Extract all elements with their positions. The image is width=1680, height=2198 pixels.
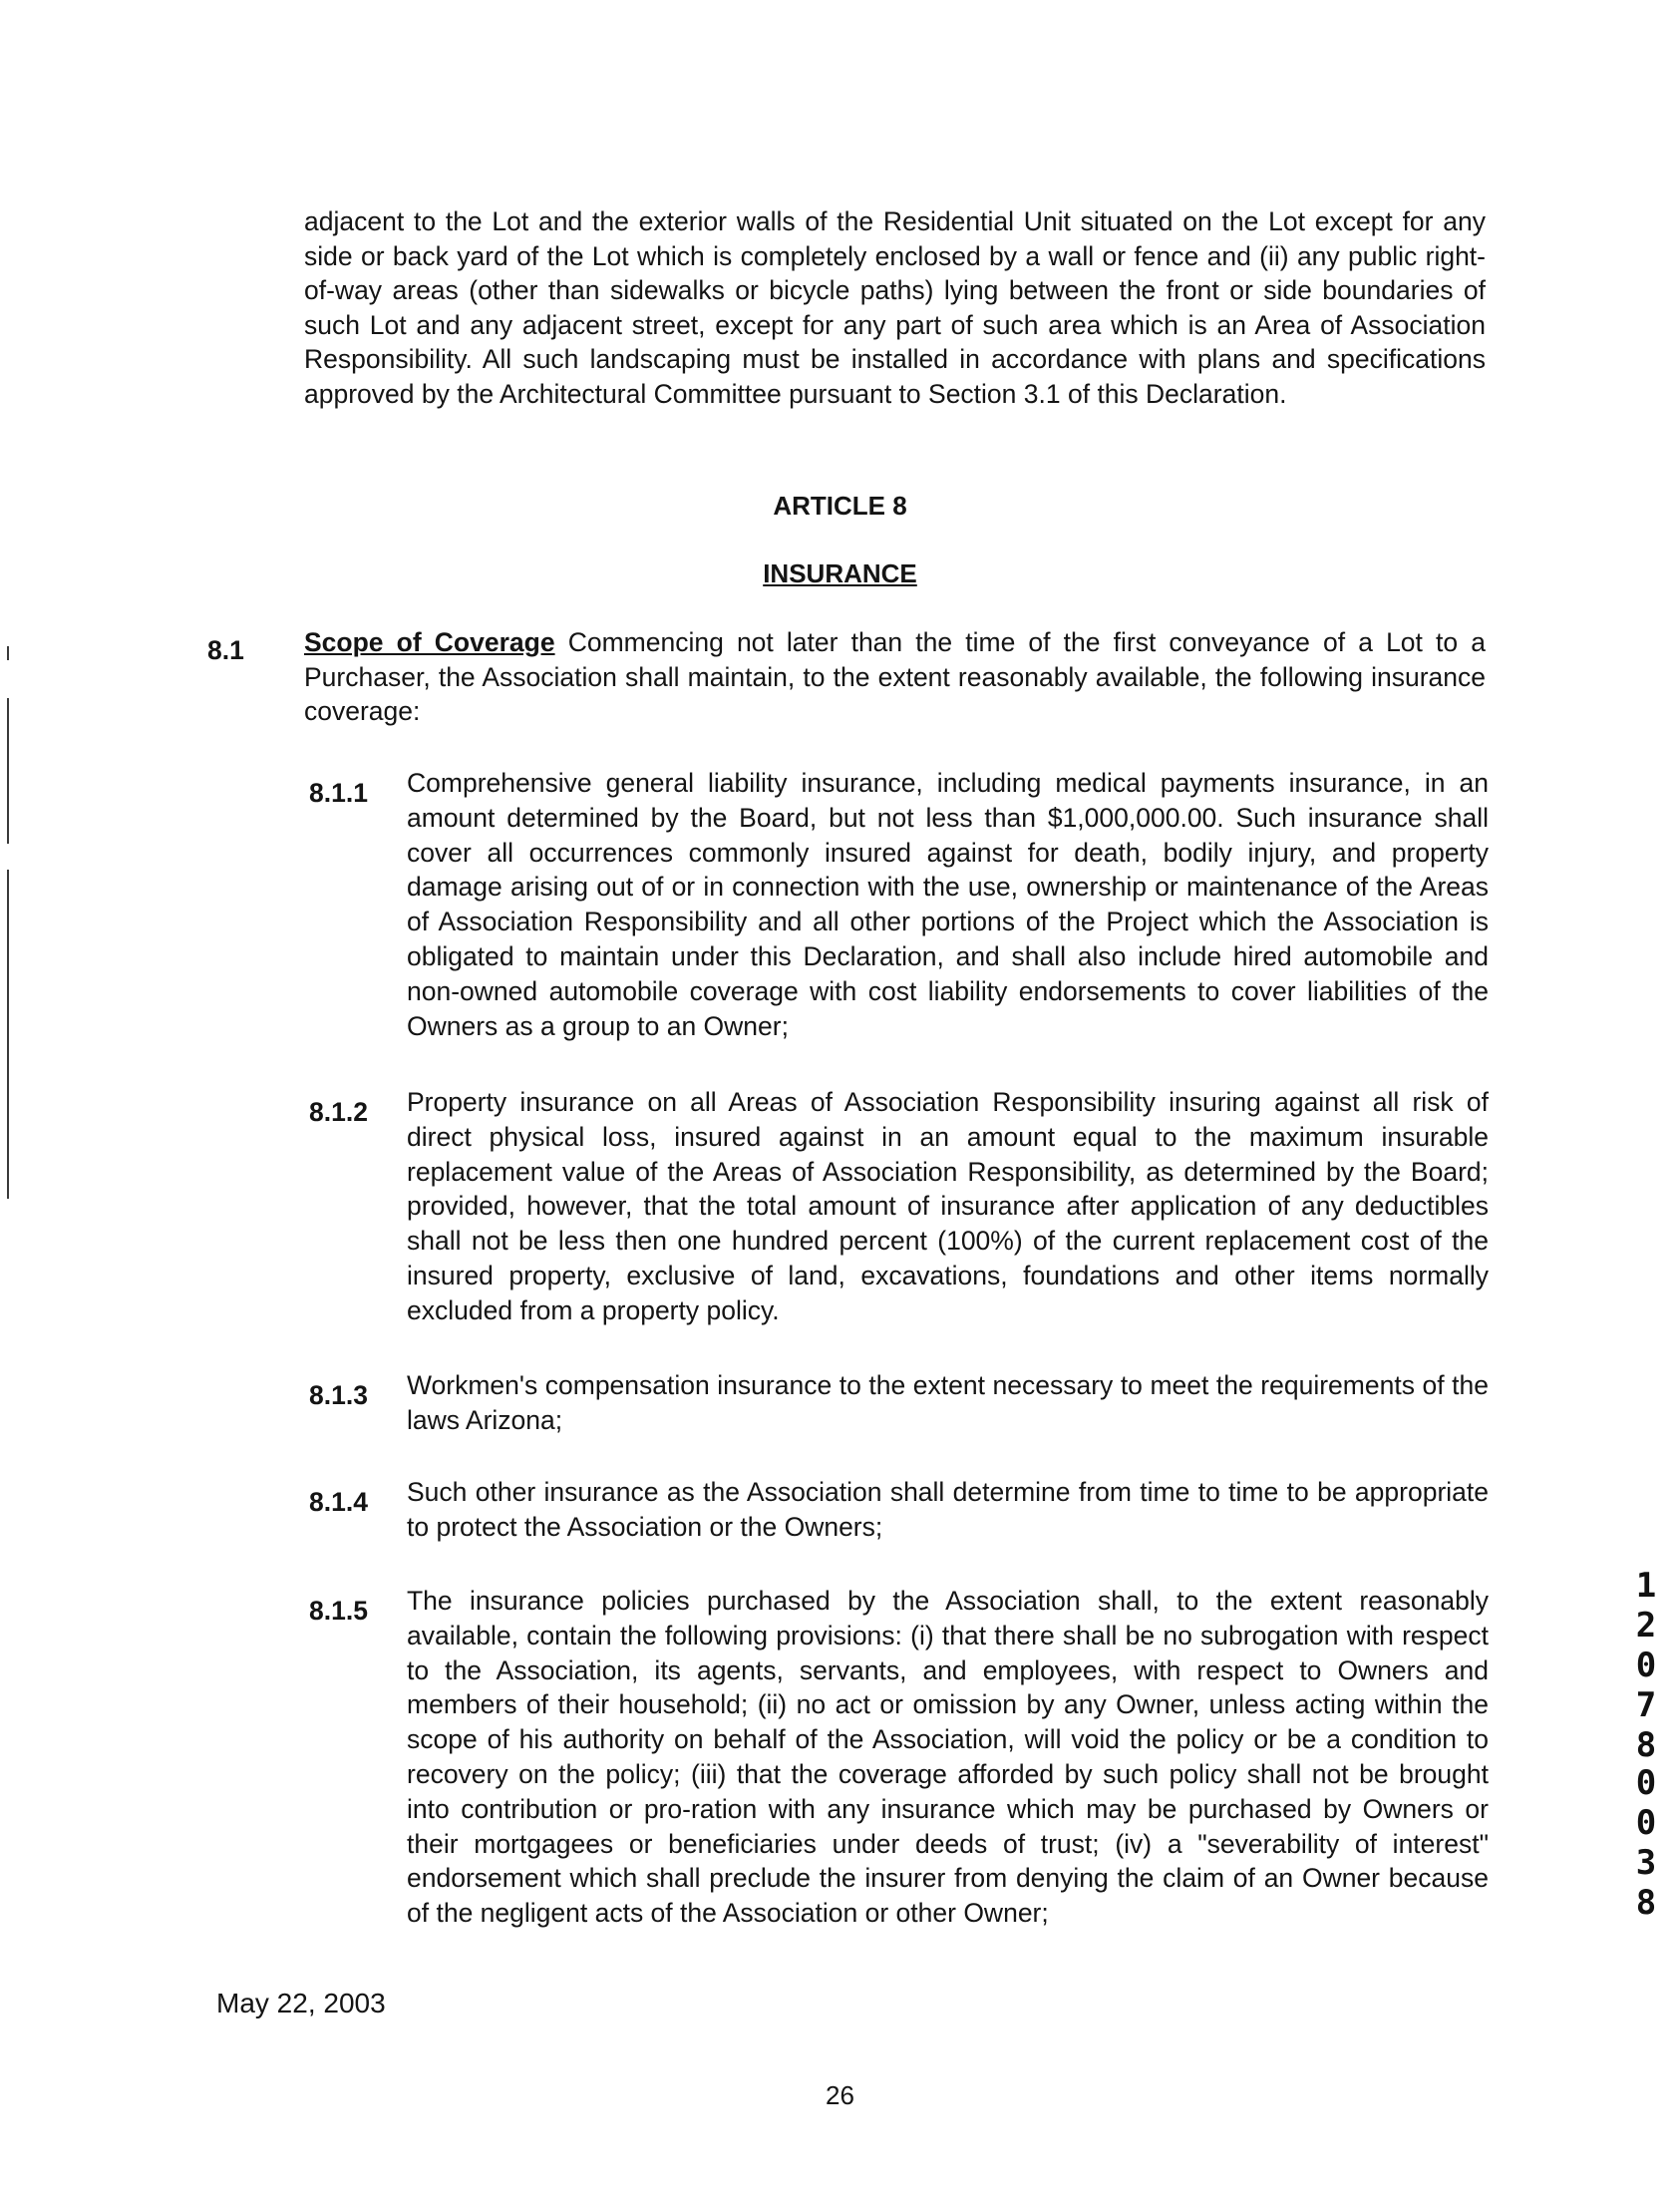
stamp-digit: 0	[1635, 1646, 1657, 1685]
subsection-text: Property insurance on all Areas of Association Responsibility insuring against all risk of direct physical loss, insured against in an amount equal to the maximum insurable replacement value of the Areas of Association Responsibility, as determined by the Board; provided, however, that the total amount of insurance after application of any deductibles shall not be less then one hundred percent (100%) of the current replacement cost of the insured property, exclusive of land, excavations, foundations and other items normally excluded from a property policy.	[407, 1087, 1489, 1325]
subsection-text: The insurance policies purchased by the Association shall, to the extent reasonably available, contain the following provisions: (i) that there shall be no subrogation with respect to the Association, its agents, servants, and employees, with respect to Owners and members of their household; (ii) no act or omission by any Owner, unless acting within the scope of his authority on behalf of the Association, will void the policy or be a condition to recovery on the policy; (iii) that the coverage afforded by such policy shall not be brought into contribution or pro-ration with any insurance which may be purchased by Owners or their mortgagees or beneficiaries under deeds of trust; (iv) a "severability of interest" endorsement which shall preclude the insurer from denying the claim of an Owner because of the negligent acts of the Association or other Owner;	[407, 1586, 1489, 1929]
article-title: ARTICLE 8	[773, 491, 907, 521]
section-paragraph	[304, 625, 1486, 729]
intro-paragraph: adjacent to the Lot and the exterior walls of the Residential Unit situated on the Lot except for any side or back yard of the Lot which is completely enclosed by a wall or fence and (ii) any public right-of-way areas (other than sidewalks or bicycle paths) lying between the front or side boundaries of such Lot and any adjacent street, except for any part of such area which is an Area of Association Responsibility. All such landscaping must be installed in accordance with plans and specifications approved by the Architectural Committee pursuant to Section 3.1 of this Declaration.	[304, 206, 1486, 409]
margin-bar	[7, 698, 9, 844]
subsection-number: 8.1.4	[309, 1487, 368, 1517]
stamp-digit: 7	[1635, 1685, 1657, 1725]
stamp-digit: 2	[1635, 1606, 1657, 1646]
subsection-number: 8.1.5	[309, 1596, 368, 1626]
margin-mark	[7, 646, 9, 660]
section-number: 8.1	[207, 635, 244, 665]
stamp-digit: 0	[1635, 1763, 1657, 1803]
subsection-text: Workmen's compensation insurance to the extent necessary to meet the requirements of the laws Arizona;	[407, 1370, 1489, 1435]
subsection-text: Such other insurance as the Association shall determine from time to time to be appropriate to protect the Association or the Owners;	[407, 1477, 1489, 1542]
stamp-digit: 1	[1635, 1566, 1657, 1606]
section-title: Scope of Coverage	[304, 627, 555, 657]
subsection-number: 8.1.2	[309, 1097, 368, 1127]
margin-bar	[7, 870, 9, 1199]
page-number: 26	[826, 2080, 854, 2110]
footer-date: May 22, 2003	[216, 1988, 386, 2018]
subsection-number: 8.1.1	[309, 778, 368, 808]
subsection-text: Comprehensive general liability insurance, including medical payments insurance, in an amount determined by the Board, but not less than $1,000,000.00. Such insurance shall cover all occurrences commonly insured against for death, bodily injury, and property damage arising out of or in connection with the use, ownership or maintenance of the Areas of Association Responsibility and all other portions of the Project which the Association is obligated to maintain under this Declaration, and shall also include hired automobile and non-owned automobile coverage with cost liability endorsements to cover liabilities of the Owners as a group to an Owner;	[407, 768, 1489, 1041]
article-subtitle: INSURANCE	[763, 558, 917, 588]
stamp-digit: 8	[1635, 1883, 1657, 1923]
recording-stamp-lower	[1631, 1763, 1661, 1923]
stamp-digit: 0	[1635, 1803, 1657, 1843]
stamp-digit: 8	[1635, 1725, 1657, 1765]
subsection-number: 8.1.3	[309, 1380, 368, 1410]
recording-stamp-upper	[1631, 1566, 1661, 1765]
section-text: Commencing not later than the time of the first conveyance of a Lot to a Purchaser, the Association shall maintain, to the extent reasonably available, the following insurance coverage:	[304, 627, 1486, 726]
stamp-digit: 3	[1635, 1843, 1657, 1883]
